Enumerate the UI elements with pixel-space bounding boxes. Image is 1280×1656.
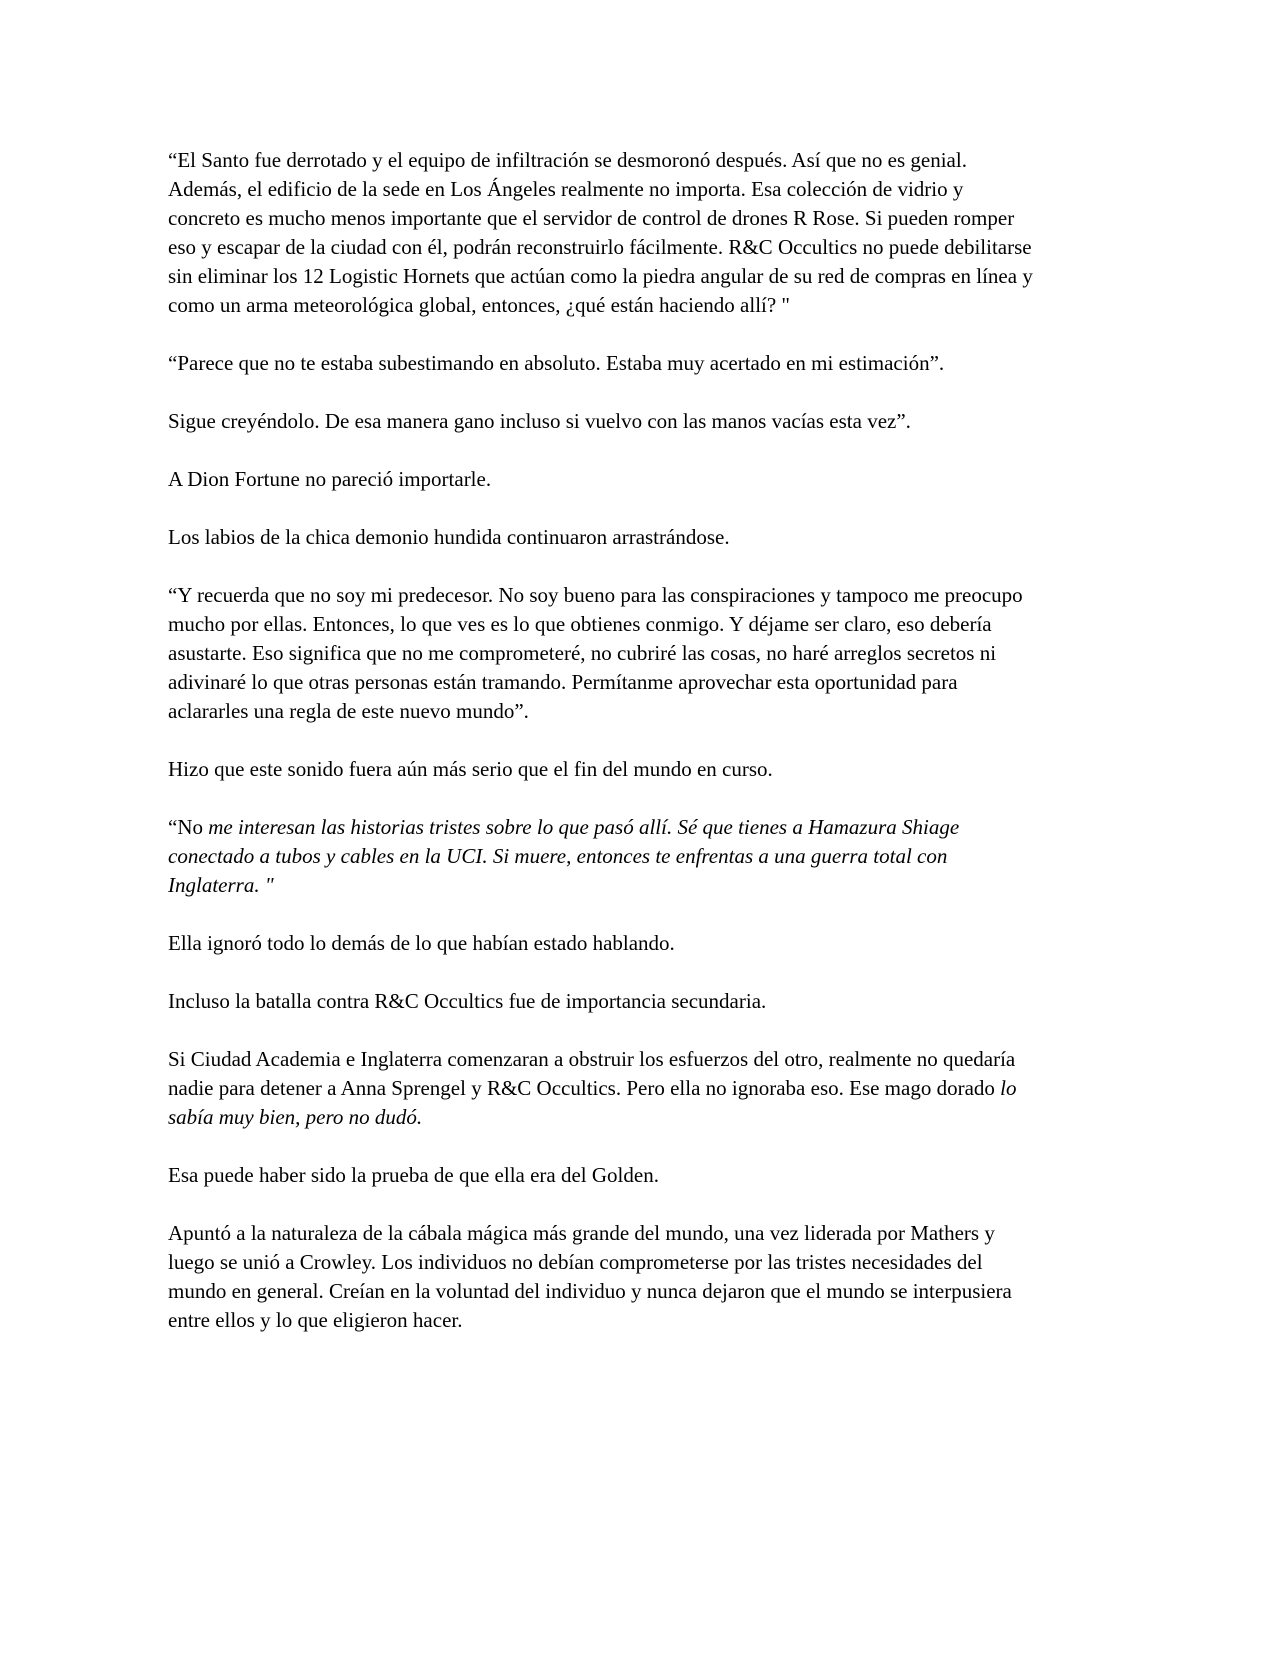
paragraph	[168, 407, 1036, 436]
text-run: Los labios de la chica demonio hundida continuaron arrastrándose.	[168, 525, 730, 549]
paragraph	[168, 987, 1036, 1016]
text-run: Apuntó a la naturaleza de la cábala mágica más grande del mundo, una vez liderada por Mathers y luego se unió a Crowley. Los individuos no debían comprometerse por las tristes necesidades del mundo en general. Creían en la voluntad del individuo y nunca dejaron que el mundo se interpusiera entre ellos y lo que eligieron hacer.	[168, 1221, 1012, 1332]
text-run: “No	[168, 815, 209, 839]
paragraph	[168, 755, 1036, 784]
paragraph	[168, 813, 1036, 900]
text-run: Sigue creyéndolo. De esa manera gano incluso si vuelvo con las manos vacías esta vez”.	[168, 409, 911, 433]
text-run: Incluso la batalla contra R&C Occultics fue de importancia secundaria.	[168, 989, 767, 1013]
text-run: A Dion Fortune no pareció importarle.	[168, 467, 492, 491]
text-run: “El Santo fue derrotado y el equipo de infiltración se desmoronó después. Así que no es genial. Además, el edificio de la sede en Los Ángeles realmente no importa. Esa colección de vidrio y concreto es mucho menos importante que el servidor de control de drones R Rose. Si pueden romper eso y escapar de la ciudad con él, podrán reconstruirlo fácilmente. R&C Occultics no puede debilitarse sin eliminar los 12 Logistic Hornets que actúan como la piedra angular de su red de compras en línea y como un arma meteorológica global, entonces, ¿qué están haciendo allí? "	[168, 148, 1033, 317]
paragraph	[168, 523, 1036, 552]
text-content	[168, 146, 1036, 1335]
paragraph	[168, 1161, 1036, 1190]
paragraph	[168, 349, 1036, 378]
paragraph	[168, 1045, 1036, 1132]
text-run: “Parece que no te estaba subestimando en absoluto. Estaba muy acertado en mi estimación”.	[168, 351, 945, 375]
text-run: Si Ciudad Academia e Inglaterra comenzaran a obstruir los esfuerzos del otro, realmente no quedaría nadie para detener a Anna Sprengel y R&C Occultics. Pero ella no ignoraba eso. Ese mago dorado	[168, 1047, 1016, 1100]
text-run: Ella ignoró todo lo demás de lo que habían estado hablando.	[168, 931, 675, 955]
paragraph	[168, 929, 1036, 958]
text-run: Hizo que este sonido fuera aún más serio que el fin del mundo en curso.	[168, 757, 773, 781]
paragraph	[168, 465, 1036, 494]
paragraph	[168, 1219, 1036, 1335]
text-run-italic: lo sabía muy bien, pero no dudó.	[168, 1076, 1017, 1129]
text-run-italic: me interesan las historias tristes sobre lo que pasó allí. Sé que tienes a Hamazura Shiage conectado a tubos y cables en la UCI. Si muere, entonces te enfrentas a una guerra total con Inglaterra. "	[168, 815, 960, 897]
paragraph	[168, 146, 1036, 320]
text-run: “Y recuerda que no soy mi predecesor. No soy bueno para las conspiraciones y tampoco me preocupo mucho por ellas. Entonces, lo que ves es lo que obtienes conmigo. Y déjame ser claro, eso debería asustarte. Eso significa que no me comprometeré, no cubriré las cosas, no haré arreglos secretos ni adivinaré lo que otras personas están tramando. Permítanme aprovechar esta oportunidad para aclararles una regla de este nuevo mundo”.	[168, 583, 1023, 723]
text-run: Esa puede haber sido la prueba de que ella era del Golden.	[168, 1163, 659, 1187]
paragraph	[168, 581, 1036, 726]
